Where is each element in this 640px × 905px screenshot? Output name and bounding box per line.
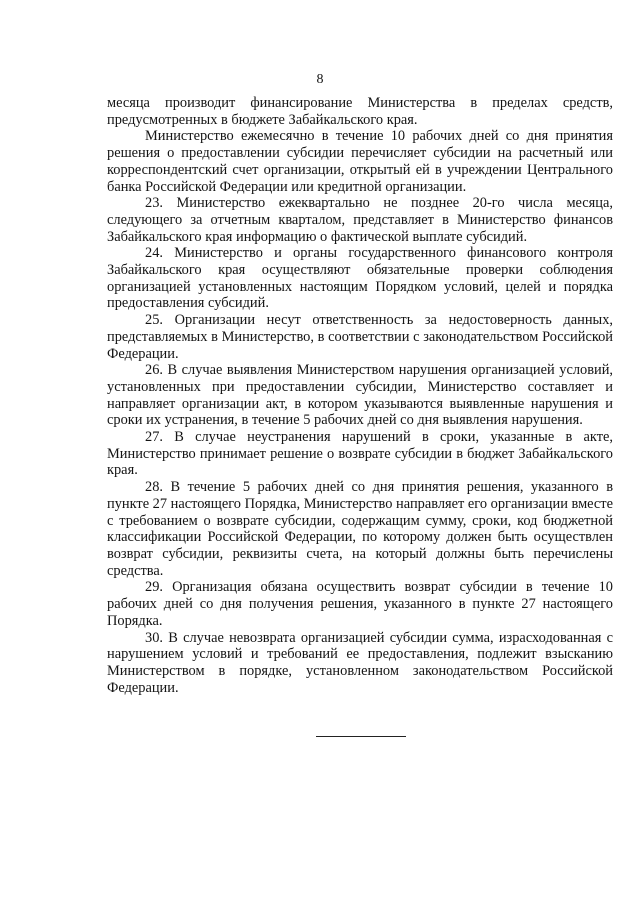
- paragraph-26: 26. В случае выявления Министерством нарушения организацией условий, установленных при предоставлении субсидии, Министерство составляет и направляет организации акт, в котором указываются выявленные нарушения и сроки их устранения, в течение 5 рабочих дней со дня выявления нарушения.: [107, 362, 613, 429]
- paragraph-28: 28. В течение 5 рабочих дней со дня принятия решения, указанного в пункте 27 настоящего Порядка, Министерство направляет его организации вместе с требованием о возврате субсидии, содержащим сумму, сроки, код бюджетной классификации Российской Федерации, по которому должен быть осуществлен возврат субсидии, реквизиты счета, на который должны быть перечислены средства.: [107, 479, 613, 579]
- paragraph-transfer: Министерство ежемесячно в течение 10 рабочих дней со дня принятия решения о предоставлении субсидии перечисляет субсидии на расчетный или корреспондентский счет организации, открытый ей в учреждении Центрального банка Российской Федерации или кредитной организации.: [107, 128, 613, 195]
- paragraph-25: 25. Организации несут ответственность за недостоверность данных, представляемых в Министерство, в соответствии с законодательством Российской Федерации.: [107, 312, 613, 362]
- page-number: 8: [316, 72, 324, 87]
- paragraph-29: 29. Организация обязана осуществить возврат субсидии в течение 10 рабочих дней со дня получения решения, указанного в пункте 27 настоящего Порядка.: [107, 579, 613, 629]
- paragraph-23: 23. Министерство ежеквартально не позднее 20-го числа месяца, следующего за отчетным кварталом, представляет в Министерство финансов Забайкальского края информацию о фактической выплате субсидий.: [107, 195, 613, 245]
- end-of-document-rule: [316, 736, 406, 737]
- paragraph-24: 24. Министерство и органы государственного финансового контроля Забайкальского края осуществляют обязательные проверки соблюдения организацией установленных настоящим Порядком условий, целей и порядка предоставления субсидий.: [107, 245, 613, 312]
- document-body: [107, 95, 613, 696]
- paragraph-continued: месяца производит финансирование Министерства в пределах средств, предусмотренных в бюджете Забайкальского края.: [107, 95, 613, 128]
- paragraph-30: 30. В случае невозврата организацией субсидии сумма, израсходованная с нарушением условий и требований ее предоставления, подлежит взысканию Министерством в порядке, установленном законодательством Российской Федерации.: [107, 629, 613, 696]
- paragraph-27: 27. В случае неустранения нарушений в сроки, указанные в акте, Министерство принимает решение о возврате субсидии в бюджет Забайкальского края.: [107, 429, 613, 479]
